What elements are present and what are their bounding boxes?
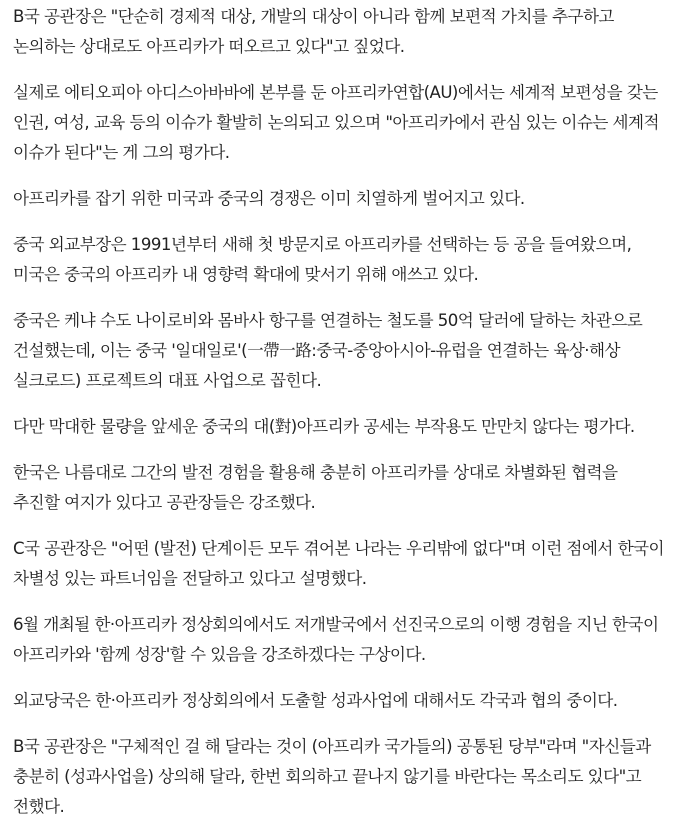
paragraph-6: 다만 막대한 물량을 앞세운 중국의 대(對)아프리카 공세는 부작용도 만만치 않다는 평가다. [13, 417, 635, 436]
paragraph-10: 외교당국은 한·아프리카 정상회의에서 도출할 성과사업에 대해서도 각국과 협의 중이다. [13, 691, 618, 710]
paragraph-3: 아프리카를 잡기 위한 미국과 중국의 경쟁은 이미 치열하게 벌어지고 있다. [13, 189, 525, 208]
paragraph-11: B국 공관장은 "구체적인 걸 해 달라는 것이 (아프리카 국가들의) 공통된 당부"라며 "자신들과 충분히 (성과사업을) 상의해 달라, 한번 회의하고 끝나지 않기를 바란다는 목소리도 있다"고 전했다. [13, 737, 651, 816]
paragraph-9: 6월 개최될 한·아프리카 정상회의에서도 저개발국에서 선진국으로의 이행 경험을 지닌 한국이 아프리카와 '함께 성장'할 수 있음을 강조하겠다는 구상이다. [13, 615, 659, 664]
paragraph-1: B국 공관장은 "단순히 경제적 대상, 개발의 대상이 아니라 함께 보편적 가치를 추구하고 논의하는 상대로도 아프리카가 떠오르고 있다"고 짚었다. [13, 7, 614, 56]
paragraph-7: 한국은 나름대로 그간의 발전 경험을 활용해 충분히 아프리카를 상대로 차별화된 협력을 추진할 여지가 있다고 공관장들은 강조했다. [13, 463, 618, 512]
paragraph-8: C국 공관장은 "어떤 (발전) 단계이든 모두 겪어본 나라는 우리밖에 없다"며 이런 점에서 한국이 차별성 있는 파트너임을 전달하고 있다고 설명했다. [13, 539, 665, 588]
article-body [0, 2, 674, 822]
paragraph-5: 중국은 케냐 수도 나이로비와 몸바사 항구를 연결하는 철도를 50억 달러에 달하는 차관으로 건설했는데, 이는 중국 '일대일로'(一帶一路:중국-중앙아시아-유럽을 연결하는 육상·해상 실크로드) 프로젝트의 대표 사업으로 꼽힌다. [13, 311, 643, 390]
paragraph-2: 실제로 에티오피아 아디스아바바에 본부를 둔 아프리카연합(AU)에서는 세계적 보편성을 갖는 인권, 여성, 교육 등의 이슈가 활발히 논의되고 있으며 "아프리카에서 관심 있는 이슈는 세계적 이슈가 된다"는 게 그의 평가다. [13, 83, 659, 162]
paragraph-4: 중국 외교부장은 1991년부터 새해 첫 방문지로 아프리카를 선택하는 등 공을 들여왔으며, 미국은 중국의 아프리카 내 영향력 확대에 맞서기 위해 애쓰고 있다. [13, 235, 632, 284]
